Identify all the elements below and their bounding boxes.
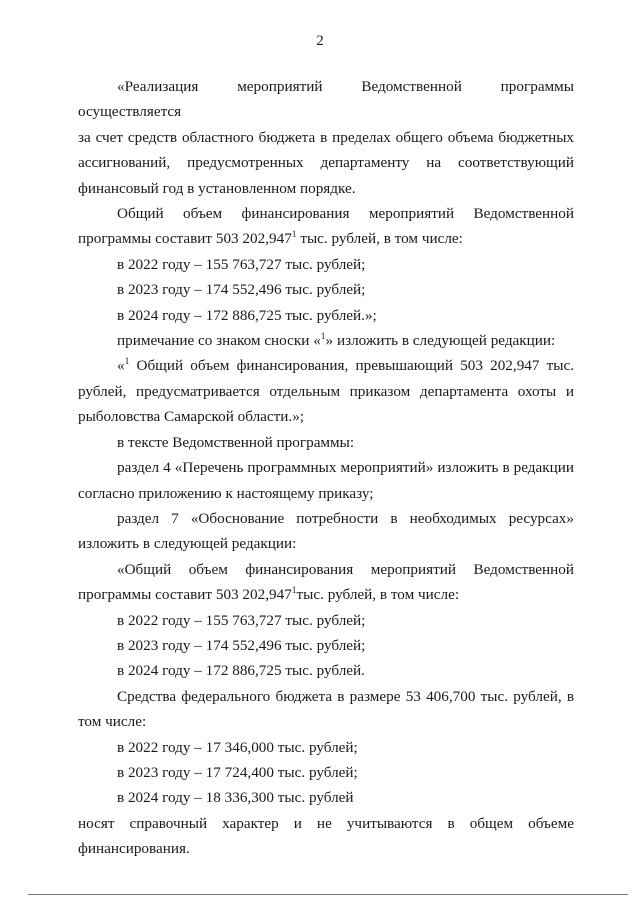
text-line: раздел 4 «Перечень программных мероприятий» изложить в редакции (117, 459, 574, 477)
text-fragment: программы составит 503 202,947 (78, 586, 292, 604)
text-line: за счет средств областного бюджета в пределах общего объема бюджетных (78, 128, 574, 146)
text-line: том числе: (78, 713, 147, 731)
year-funding-line: в 2024 году – 172 886,725 тыс. рублей.»; (117, 306, 377, 324)
paragraph-footnote-text (78, 353, 574, 429)
federal-funding-by-year-list (78, 735, 574, 811)
paragraph-reference-note (78, 811, 574, 862)
paragraph-section-4 (78, 455, 574, 506)
text-line: раздел 7 «Обоснование потребности в необходимых ресурсах» (117, 509, 574, 527)
text-line (78, 353, 574, 378)
text-line: рыболовства Самарской области.»; (78, 408, 305, 426)
paragraph-section-7 (78, 506, 574, 557)
page-bottom-divider (28, 894, 628, 895)
document-body (78, 74, 574, 862)
footnote-mark: 1 (320, 332, 326, 343)
paragraph-program-implementation (78, 74, 574, 201)
paragraph-program-text: в тексте Ведомственной программы: (117, 433, 355, 451)
text-line: финансовый год в установленном порядке. (78, 179, 356, 197)
year-funding-line: в 2024 году – 172 886,725 тыс. рублей. (117, 662, 365, 680)
text-line: финансирования. (78, 840, 190, 858)
year-funding-line: в 2022 году – 155 763,727 тыс. рублей; (117, 255, 366, 273)
paragraph-total-funding (78, 201, 574, 252)
text-line (78, 582, 574, 607)
footnote-mark: 1 (291, 230, 297, 241)
year-funding-line: в 2023 году – 174 552,496 тыс. рублей; (117, 636, 366, 654)
year-funding-line: в 2023 году – 174 552,496 тыс. рублей; (117, 281, 366, 299)
footnote-mark: 1 (291, 586, 297, 597)
page-number: 2 (316, 33, 324, 49)
text-line: «Общий объем финансирования мероприятий Ведомственной (117, 560, 574, 578)
text-fragment: « (117, 357, 125, 375)
text-line: ассигнований, предусмотренных департаменту на соответствующий (78, 154, 574, 172)
text-fragment: Общий объем финансирования, превышающий 503 202,947 тыс. (129, 357, 574, 375)
text-line: Общий объем финансирования мероприятий Ведомственной (117, 205, 574, 223)
paragraph-federal-funds (78, 684, 574, 735)
text-fragment: тыс. рублей, в том числе: (296, 230, 463, 248)
text-line: изложить в следующей редакции: (78, 535, 297, 553)
text-line: согласно приложению к настоящему приказу; (78, 484, 374, 502)
paragraph-total-funding-new (78, 557, 574, 608)
text-fragment: программы составит 503 202,947 (78, 230, 292, 248)
text-line: рублей, предусматривается отдельным приказом департамента охоты и (78, 382, 574, 400)
year-funding-line: в 2023 году – 17 724,400 тыс. рублей; (117, 763, 358, 781)
text-line: Средства федерального бюджета в размере 53 406,700 тыс. рублей, в (117, 687, 574, 705)
text-fragment: » изложить в следующей редакции: (325, 332, 556, 350)
paragraph-footnote-note (78, 328, 574, 353)
text-fragment: примечание со знаком сноски « (117, 332, 321, 350)
text-line (78, 226, 574, 251)
year-funding-line: в 2024 году – 18 336,300 тыс. рублей (117, 789, 354, 807)
funding-by-year-list (78, 252, 574, 328)
footnote-mark: 1 (124, 357, 130, 368)
text-fragment: тыс. рублей, в том числе: (296, 586, 460, 604)
year-funding-line: в 2022 году – 155 763,727 тыс. рублей; (117, 611, 366, 629)
funding-by-year-list-new (78, 608, 574, 684)
year-funding-line: в 2022 году – 17 346,000 тыс. рублей; (117, 738, 358, 756)
text-line: «Реализация мероприятий Ведомственной программы осуществляется (78, 78, 574, 121)
text-line: носят справочный характер и не учитываются в общем объеме (78, 814, 574, 832)
